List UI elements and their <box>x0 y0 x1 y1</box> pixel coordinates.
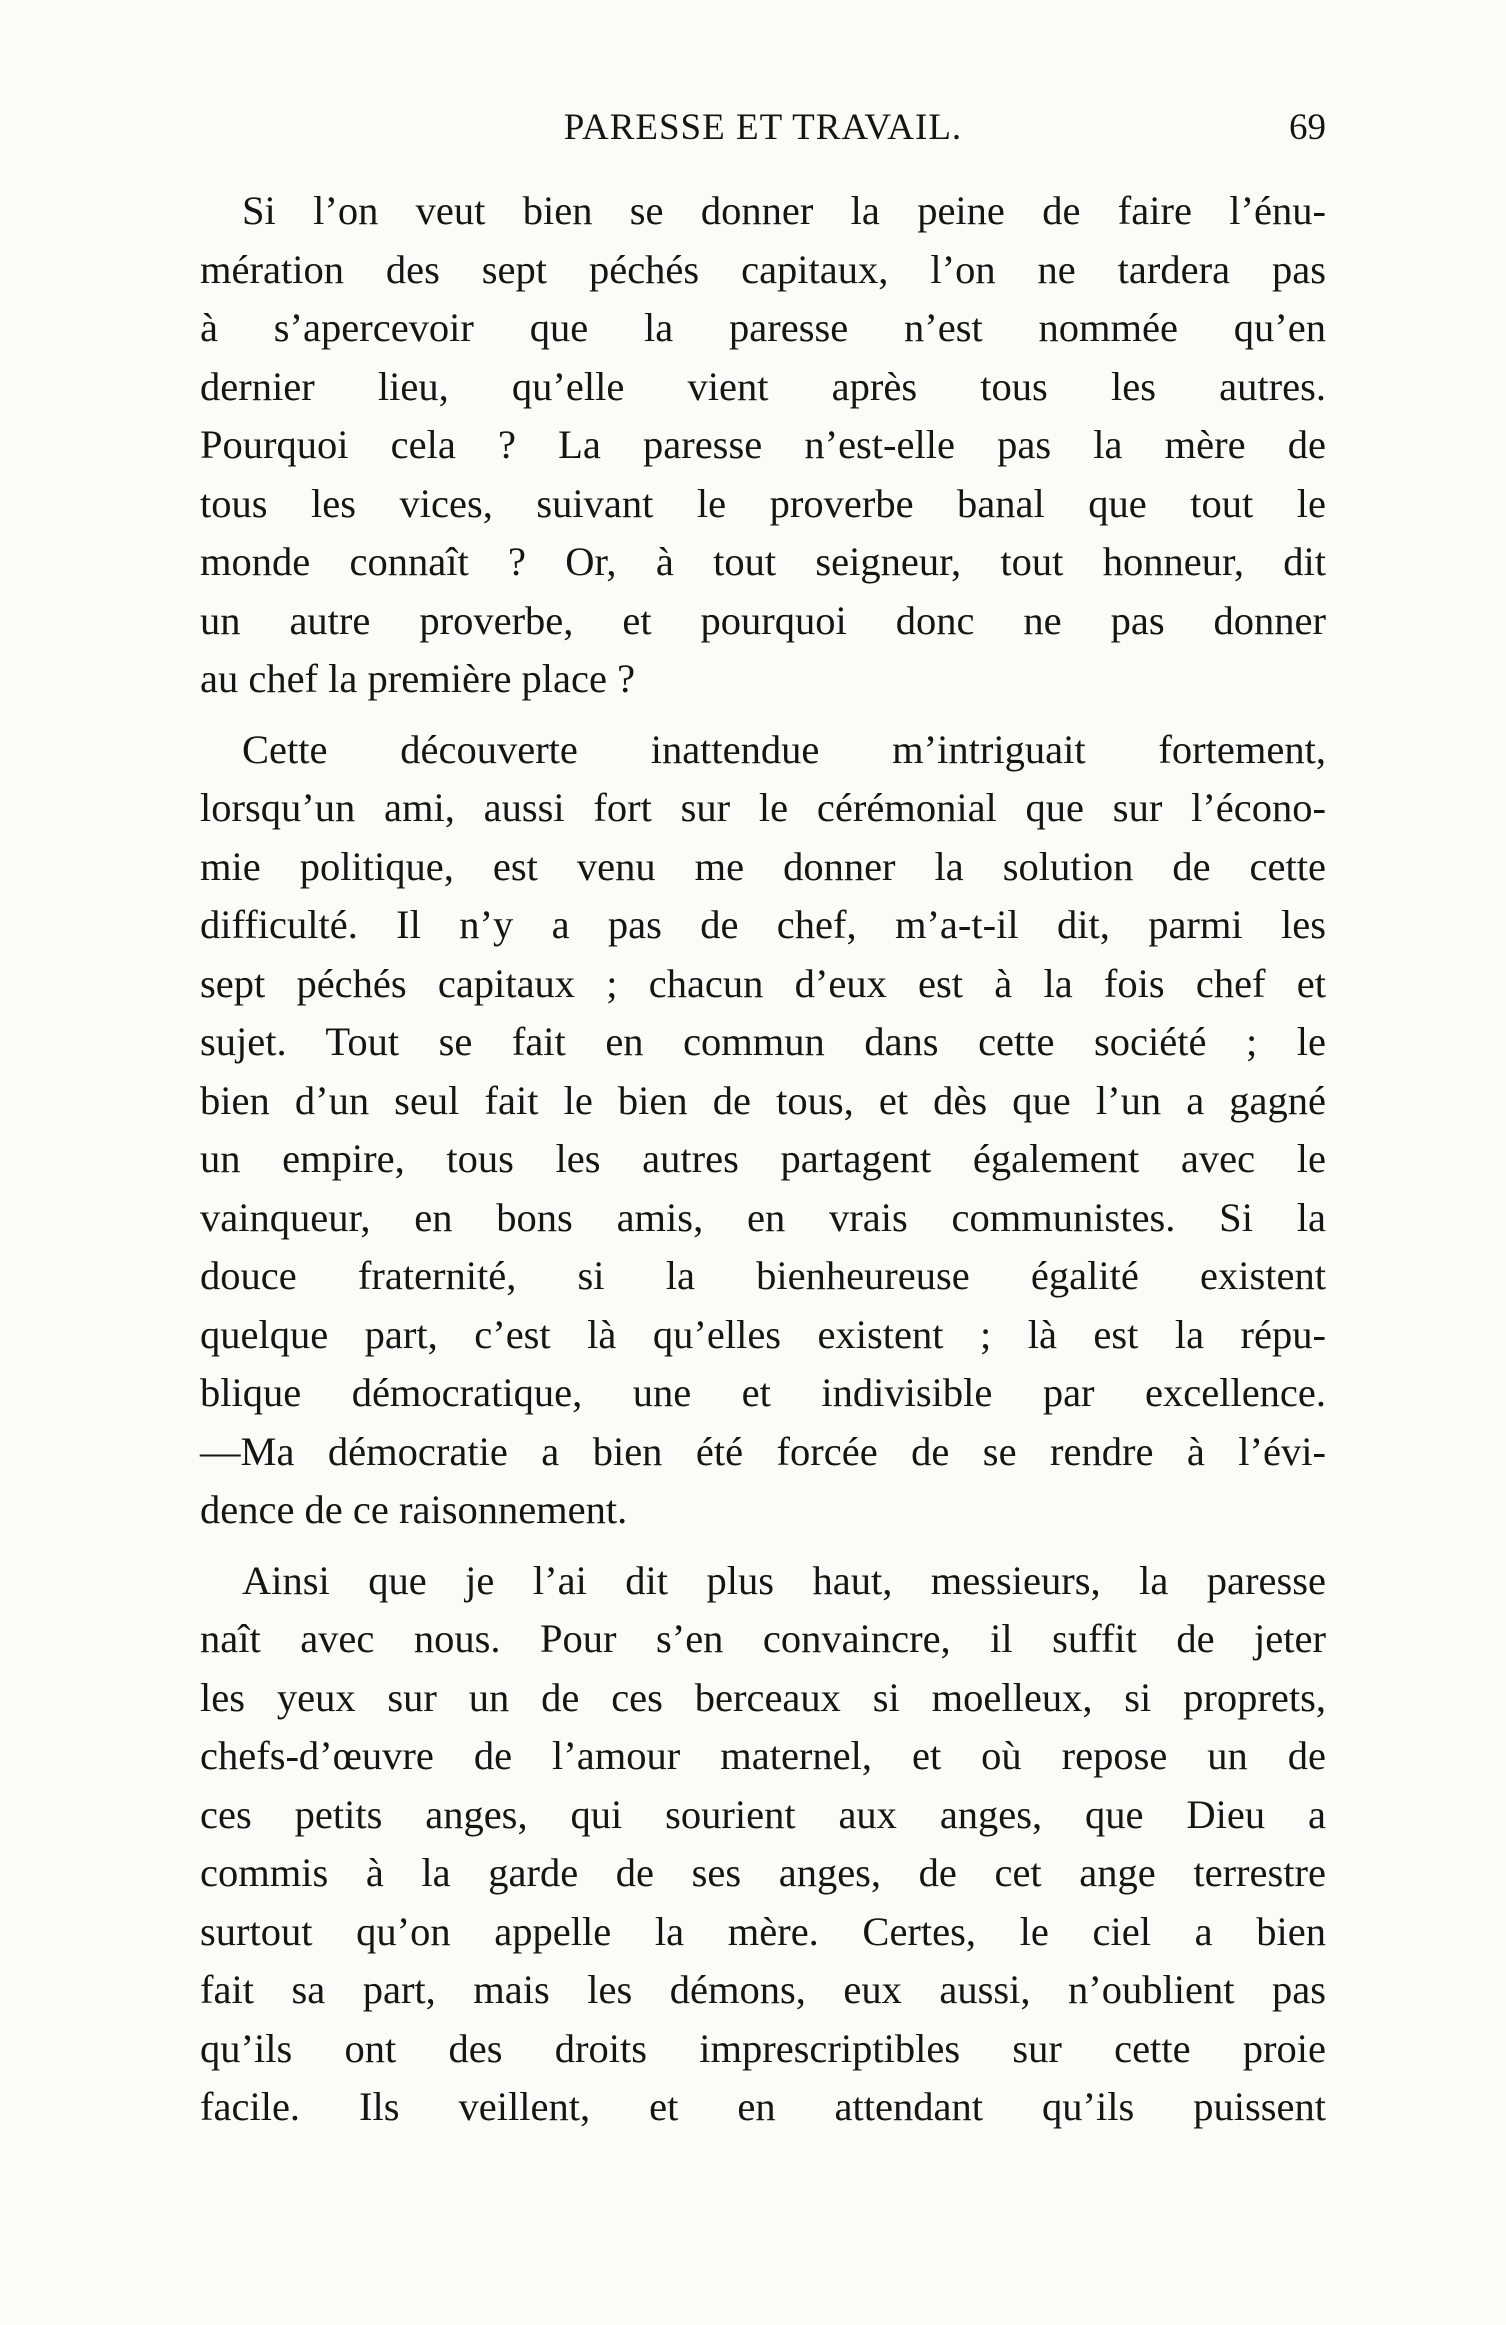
paragraph <box>200 182 1326 709</box>
running-title: PARESSE ET TRAVAIL. <box>563 107 963 148</box>
text-line: difficulté. Il n’y a pas de chef, m’a-t-il dit, parmi les <box>200 902 1326 947</box>
text-line: un autre proverbe, et pourquoi donc ne pas donner <box>200 597 1326 643</box>
text-line: tous les vices, suivant le proverbe banal que tout le <box>200 480 1326 526</box>
text-line: un empire, tous les autres partagent également avec le <box>200 1136 1326 1181</box>
text-line: Ainsi que je l’ai dit plus haut, messieurs, la paresse <box>242 1557 1326 1603</box>
text-line: facile. Ils veillent, et en attendant qu’ils puissent <box>200 2084 1326 2129</box>
text-line: dence de ce raisonnement. <box>200 1487 628 1532</box>
text-line: mération des sept péchés capitaux, l’on ne tardera pas <box>200 246 1326 292</box>
text-line: blique démocratique, une et indivisible par excellence. <box>200 1370 1326 1415</box>
paragraph-gap <box>200 709 1326 721</box>
text-line: sept péchés capitaux ; chacun d’eux est à la fois chef et <box>200 960 1326 1006</box>
body-text <box>200 182 1326 2137</box>
paragraph-gap <box>200 1540 1326 1552</box>
page-number: 69 <box>1289 107 1326 148</box>
text-line: sujet. Tout se fait en commun dans cette société ; le <box>200 1019 1326 1064</box>
text-line: quelque part, c’est là qu’elles existent ; là est la répu- <box>200 1311 1326 1357</box>
text-line: Cette découverte inattendue m’intriguait fortement, <box>242 726 1326 772</box>
text-line: Pourquoi cela ? La paresse n’est-elle pas la mère de <box>200 422 1326 467</box>
paragraph <box>200 1552 1326 2137</box>
text-line: commis à la garde de ses anges, de cet ange terrestre <box>200 1850 1326 1895</box>
text-line: ces petits anges, qui sourient aux anges, que Dieu a <box>200 1791 1326 1837</box>
text-line: fait sa part, mais les démons, eux aussi, n’oublient pas <box>200 1967 1326 2012</box>
text-line: monde connaît ? Or, à tout seigneur, tout honneur, dit <box>200 539 1326 584</box>
text-line: vainqueur, en bons amis, en vrais communistes. Si la <box>200 1194 1326 1240</box>
running-head <box>200 98 1326 158</box>
text-line: surtout qu’on appelle la mère. Certes, le ciel a bien <box>200 1908 1326 1954</box>
text-line: bien d’un seul fait le bien de tous, et dès que l’un a gagné <box>200 1077 1326 1123</box>
paragraph <box>200 721 1326 1540</box>
text-line: dernier lieu, qu’elle vient après tous les autres. <box>200 363 1326 409</box>
text-line: —Ma démocratie a bien été forcée de se rendre à l’évi- <box>200 1428 1326 1474</box>
text-line: qu’ils ont des droits imprescriptibles sur cette proie <box>200 2025 1326 2071</box>
text-line: les yeux sur un de ces berceaux si moelleux, si proprets, <box>200 1674 1326 1720</box>
text-line: mie politique, est venu me donner la solution de cette <box>200 843 1326 889</box>
text-line: douce fraternité, si la bienheureuse égalité existent <box>200 1253 1326 1298</box>
text-line: au chef la première place ? <box>200 656 636 701</box>
text-line: Si l’on veut bien se donner la peine de faire l’énu- <box>242 188 1326 233</box>
text-line: lorsqu’un ami, aussi fort sur le cérémonial que sur l’écono- <box>200 785 1326 830</box>
text-line: naît avec nous. Pour s’en convaincre, il suffit de jeter <box>200 1616 1326 1661</box>
text-line: chefs-d’œuvre de l’amour maternel, et où repose un de <box>200 1733 1326 1778</box>
text-line: à s’apercevoir que la paresse n’est nommée qu’en <box>200 305 1326 350</box>
